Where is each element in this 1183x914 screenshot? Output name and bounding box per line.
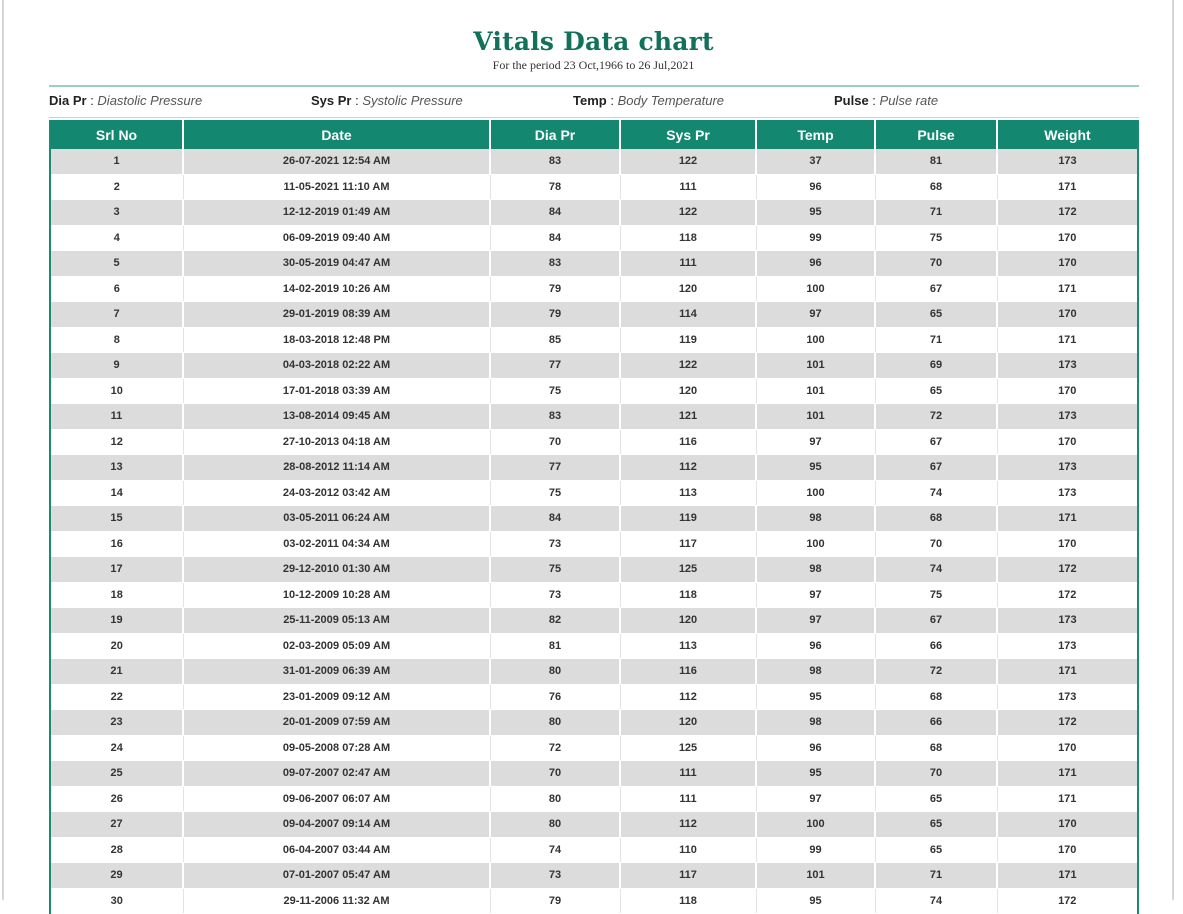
cell-date: 29-11-2006 11:32 AM — [183, 888, 490, 914]
cell-dia-pr: 83 — [490, 251, 620, 277]
cell-pulse: 75 — [875, 582, 997, 608]
cell-weight: 173 — [997, 633, 1137, 659]
cell-date: 10-12-2009 10:28 AM — [183, 582, 490, 608]
cell-temp: 97 — [756, 608, 875, 634]
cell-pulse: 65 — [875, 812, 997, 838]
cell-date: 09-05-2008 07:28 AM — [183, 735, 490, 761]
cell-weight: 171 — [997, 506, 1137, 532]
legend-desc: Body Temperature — [617, 93, 725, 108]
legend-desc: Systolic Pressure — [362, 93, 463, 108]
column-header-date: Date — [183, 121, 490, 150]
cell-sys-pr: 116 — [620, 429, 756, 455]
cell-sys-pr: 110 — [620, 837, 756, 863]
cell-dia-pr: 75 — [490, 480, 620, 506]
cell-pulse: 68 — [875, 506, 997, 532]
table-row — [51, 735, 1137, 761]
cell-date: 14-02-2019 10:26 AM — [183, 276, 490, 302]
cell-srl-no: 3 — [51, 200, 183, 226]
table-row — [51, 174, 1137, 200]
cell-srl-no: 6 — [51, 276, 183, 302]
cell-sys-pr: 117 — [620, 863, 756, 889]
table-row — [51, 710, 1137, 736]
cell-srl-no: 29 — [51, 863, 183, 889]
legend-divider-bottom — [49, 117, 1139, 118]
cell-weight: 171 — [997, 659, 1137, 685]
cell-sys-pr: 122 — [620, 353, 756, 379]
cell-srl-no: 22 — [51, 684, 183, 710]
cell-dia-pr: 77 — [490, 353, 620, 379]
cell-date: 31-01-2009 06:39 AM — [183, 659, 490, 685]
table-row — [51, 786, 1137, 812]
cell-sys-pr: 118 — [620, 582, 756, 608]
cell-date: 12-12-2019 01:49 AM — [183, 200, 490, 226]
cell-date: 26-07-2021 12:54 AM — [183, 149, 490, 174]
cell-pulse: 70 — [875, 531, 997, 557]
cell-sys-pr: 113 — [620, 480, 756, 506]
cell-temp: 95 — [756, 684, 875, 710]
cell-sys-pr: 121 — [620, 404, 756, 430]
table-row — [51, 276, 1137, 302]
table-row — [51, 200, 1137, 226]
cell-pulse: 74 — [875, 557, 997, 583]
cell-weight: 172 — [997, 557, 1137, 583]
table-row — [51, 225, 1137, 251]
cell-pulse: 69 — [875, 353, 997, 379]
cell-temp: 95 — [756, 200, 875, 226]
cell-temp: 98 — [756, 710, 875, 736]
cell-sys-pr: 119 — [620, 506, 756, 532]
cell-date: 25-11-2009 05:13 AM — [183, 608, 490, 634]
cell-sys-pr: 112 — [620, 812, 756, 838]
cell-dia-pr: 84 — [490, 200, 620, 226]
cell-srl-no: 15 — [51, 506, 183, 532]
cell-pulse: 67 — [875, 276, 997, 302]
cell-weight: 171 — [997, 761, 1137, 787]
cell-sys-pr: 117 — [620, 531, 756, 557]
cell-dia-pr: 83 — [490, 149, 620, 174]
cell-date: 29-01-2019 08:39 AM — [183, 302, 490, 328]
cell-date: 30-05-2019 04:47 AM — [183, 251, 490, 277]
cell-pulse: 65 — [875, 786, 997, 812]
cell-pulse: 81 — [875, 149, 997, 174]
cell-weight: 173 — [997, 480, 1137, 506]
legend-abbr: Temp — [573, 93, 607, 108]
cell-date: 18-03-2018 12:48 PM — [183, 327, 490, 353]
cell-sys-pr: 113 — [620, 633, 756, 659]
report-period: For the period 23 Oct,1966 to 26 Jul,2021 — [492, 58, 695, 72]
cell-dia-pr: 78 — [490, 174, 620, 200]
cell-dia-pr: 82 — [490, 608, 620, 634]
cell-dia-pr: 73 — [490, 863, 620, 889]
cell-dia-pr: 79 — [490, 302, 620, 328]
table-row — [51, 480, 1137, 506]
cell-sys-pr: 116 — [620, 659, 756, 685]
cell-srl-no: 14 — [51, 480, 183, 506]
table-row — [51, 455, 1137, 481]
cell-dia-pr: 73 — [490, 582, 620, 608]
cell-date: 06-09-2019 09:40 AM — [183, 225, 490, 251]
cell-srl-no: 24 — [51, 735, 183, 761]
cell-temp: 37 — [756, 149, 875, 174]
cell-sys-pr: 118 — [620, 888, 756, 914]
cell-pulse: 65 — [875, 302, 997, 328]
legend-item-dia-pr: Dia Pr : Diastolic Pressure — [49, 93, 203, 108]
cell-srl-no: 20 — [51, 633, 183, 659]
cell-srl-no: 17 — [51, 557, 183, 583]
legend-desc: Pulse rate — [879, 93, 939, 108]
vitals-table — [51, 120, 1137, 914]
cell-sys-pr: 119 — [620, 327, 756, 353]
cell-srl-no: 7 — [51, 302, 183, 328]
cell-date: 09-04-2007 09:14 AM — [183, 812, 490, 838]
cell-temp: 97 — [756, 302, 875, 328]
cell-temp: 100 — [756, 480, 875, 506]
cell-sys-pr: 114 — [620, 302, 756, 328]
cell-date: 29-12-2010 01:30 AM — [183, 557, 490, 583]
cell-weight: 173 — [997, 608, 1137, 634]
cell-weight: 170 — [997, 429, 1137, 455]
table-row — [51, 251, 1137, 277]
cell-srl-no: 10 — [51, 378, 183, 404]
cell-sys-pr: 125 — [620, 735, 756, 761]
legend-abbr: Pulse — [834, 93, 869, 108]
cell-dia-pr: 81 — [490, 633, 620, 659]
cell-dia-pr: 72 — [490, 735, 620, 761]
cell-date: 03-02-2011 04:34 AM — [183, 531, 490, 557]
legend-item-pulse: Pulse : Pulse rate — [834, 93, 939, 108]
cell-srl-no: 5 — [51, 251, 183, 277]
cell-weight: 170 — [997, 735, 1137, 761]
cell-weight: 173 — [997, 353, 1137, 379]
cell-date: 02-03-2009 05:09 AM — [183, 633, 490, 659]
cell-sys-pr: 122 — [620, 200, 756, 226]
cell-weight: 171 — [997, 276, 1137, 302]
cell-srl-no: 8 — [51, 327, 183, 353]
cell-temp: 96 — [756, 735, 875, 761]
cell-temp: 98 — [756, 506, 875, 532]
legend-divider-top — [49, 85, 1139, 87]
cell-sys-pr: 120 — [620, 608, 756, 634]
cell-pulse: 71 — [875, 863, 997, 889]
cell-date: 20-01-2009 07:59 AM — [183, 710, 490, 736]
table-row — [51, 149, 1137, 174]
cell-date: 09-06-2007 06:07 AM — [183, 786, 490, 812]
cell-weight: 170 — [997, 251, 1137, 277]
cell-pulse: 68 — [875, 684, 997, 710]
table-row — [51, 888, 1137, 914]
cell-date: 24-03-2012 03:42 AM — [183, 480, 490, 506]
table-row — [51, 429, 1137, 455]
cell-weight: 170 — [997, 531, 1137, 557]
cell-sys-pr: 111 — [620, 251, 756, 277]
cell-weight: 170 — [997, 812, 1137, 838]
cell-date: 27-10-2013 04:18 AM — [183, 429, 490, 455]
cell-sys-pr: 111 — [620, 786, 756, 812]
cell-srl-no: 28 — [51, 837, 183, 863]
cell-sys-pr: 125 — [620, 557, 756, 583]
cell-sys-pr: 111 — [620, 174, 756, 200]
cell-dia-pr: 80 — [490, 812, 620, 838]
cell-dia-pr: 76 — [490, 684, 620, 710]
report-page — [2, 0, 1174, 907]
cell-pulse: 70 — [875, 761, 997, 787]
cell-srl-no: 16 — [51, 531, 183, 557]
column-header-weight: Weight — [997, 121, 1137, 150]
cell-weight: 172 — [997, 200, 1137, 226]
table-row — [51, 557, 1137, 583]
cell-pulse: 67 — [875, 608, 997, 634]
legend-item-sys-pr: Sys Pr : Systolic Pressure — [311, 93, 463, 108]
table-row — [51, 837, 1137, 863]
cell-srl-no: 9 — [51, 353, 183, 379]
cell-temp: 95 — [756, 888, 875, 914]
table-row — [51, 812, 1137, 838]
cell-sys-pr: 120 — [620, 276, 756, 302]
cell-srl-no: 11 — [51, 404, 183, 430]
cell-temp: 99 — [756, 837, 875, 863]
cell-temp: 96 — [756, 633, 875, 659]
table-row — [51, 582, 1137, 608]
cell-pulse: 67 — [875, 455, 997, 481]
vitals-table-container — [49, 120, 1139, 914]
cell-temp: 101 — [756, 404, 875, 430]
cell-dia-pr: 80 — [490, 659, 620, 685]
table-body — [51, 149, 1137, 914]
legend-desc: Diastolic Pressure — [97, 93, 203, 108]
cell-weight: 171 — [997, 863, 1137, 889]
cell-date: 28-08-2012 11:14 AM — [183, 455, 490, 481]
cell-weight: 170 — [997, 837, 1137, 863]
cell-srl-no: 27 — [51, 812, 183, 838]
cell-temp: 97 — [756, 582, 875, 608]
table-row — [51, 608, 1137, 634]
cell-date: 09-07-2007 02:47 AM — [183, 761, 490, 787]
cell-temp: 96 — [756, 174, 875, 200]
cell-weight: 170 — [997, 225, 1137, 251]
cell-weight: 170 — [997, 302, 1137, 328]
cell-weight: 172 — [997, 888, 1137, 914]
cell-sys-pr: 112 — [620, 684, 756, 710]
cell-dia-pr: 85 — [490, 327, 620, 353]
cell-pulse: 74 — [875, 888, 997, 914]
cell-temp: 100 — [756, 531, 875, 557]
cell-date: 06-04-2007 03:44 AM — [183, 837, 490, 863]
cell-dia-pr: 79 — [490, 888, 620, 914]
cell-sys-pr: 112 — [620, 455, 756, 481]
cell-sys-pr: 118 — [620, 225, 756, 251]
cell-dia-pr: 77 — [490, 455, 620, 481]
cell-dia-pr: 73 — [490, 531, 620, 557]
cell-date: 03-05-2011 06:24 AM — [183, 506, 490, 532]
column-header-sys-pr: Sys Pr — [620, 121, 756, 150]
cell-dia-pr: 80 — [490, 710, 620, 736]
cell-dia-pr: 70 — [490, 429, 620, 455]
cell-srl-no: 21 — [51, 659, 183, 685]
abbreviation-legend — [49, 91, 1139, 111]
cell-sys-pr: 120 — [620, 710, 756, 736]
cell-weight: 173 — [997, 684, 1137, 710]
cell-srl-no: 2 — [51, 174, 183, 200]
cell-temp: 98 — [756, 557, 875, 583]
cell-pulse: 68 — [875, 735, 997, 761]
cell-date: 13-08-2014 09:45 AM — [183, 404, 490, 430]
table-row — [51, 684, 1137, 710]
cell-dia-pr: 74 — [490, 837, 620, 863]
cell-dia-pr: 75 — [490, 557, 620, 583]
cell-pulse: 72 — [875, 404, 997, 430]
cell-temp: 98 — [756, 659, 875, 685]
cell-srl-no: 26 — [51, 786, 183, 812]
cell-weight: 171 — [997, 786, 1137, 812]
cell-dia-pr: 75 — [490, 378, 620, 404]
header-row — [51, 121, 1137, 150]
cell-weight: 173 — [997, 455, 1137, 481]
cell-srl-no: 30 — [51, 888, 183, 914]
cell-dia-pr: 84 — [490, 506, 620, 532]
report-title: Vitals Data chart — [473, 27, 714, 56]
table-row — [51, 659, 1137, 685]
cell-weight: 172 — [997, 582, 1137, 608]
table-row — [51, 506, 1137, 532]
cell-sys-pr: 120 — [620, 378, 756, 404]
cell-date: 17-01-2018 03:39 AM — [183, 378, 490, 404]
cell-pulse: 68 — [875, 174, 997, 200]
cell-weight: 170 — [997, 378, 1137, 404]
column-header-pulse: Pulse — [875, 121, 997, 150]
table-row — [51, 531, 1137, 557]
cell-pulse: 72 — [875, 659, 997, 685]
table-row — [51, 327, 1137, 353]
cell-pulse: 71 — [875, 327, 997, 353]
cell-sys-pr: 111 — [620, 761, 756, 787]
table-row — [51, 761, 1137, 787]
cell-temp: 95 — [756, 455, 875, 481]
column-header-dia-pr: Dia Pr — [490, 121, 620, 150]
cell-dia-pr: 83 — [490, 404, 620, 430]
cell-pulse: 70 — [875, 251, 997, 277]
table-row — [51, 633, 1137, 659]
table-row — [51, 378, 1137, 404]
cell-date: 04-03-2018 02:22 AM — [183, 353, 490, 379]
legend-abbr: Sys Pr — [311, 93, 352, 108]
cell-srl-no: 13 — [51, 455, 183, 481]
cell-srl-no: 25 — [51, 761, 183, 787]
cell-temp: 101 — [756, 353, 875, 379]
cell-srl-no: 23 — [51, 710, 183, 736]
cell-pulse: 66 — [875, 633, 997, 659]
cell-temp: 101 — [756, 378, 875, 404]
cell-temp: 99 — [756, 225, 875, 251]
table-row — [51, 863, 1137, 889]
cell-temp: 97 — [756, 429, 875, 455]
cell-sys-pr: 122 — [620, 149, 756, 174]
cell-srl-no: 4 — [51, 225, 183, 251]
cell-weight: 171 — [997, 174, 1137, 200]
cell-weight: 173 — [997, 404, 1137, 430]
cell-temp: 100 — [756, 327, 875, 353]
cell-pulse: 67 — [875, 429, 997, 455]
table-row — [51, 302, 1137, 328]
cell-temp: 100 — [756, 812, 875, 838]
cell-pulse: 75 — [875, 225, 997, 251]
cell-srl-no: 19 — [51, 608, 183, 634]
cell-pulse: 65 — [875, 378, 997, 404]
cell-pulse: 74 — [875, 480, 997, 506]
cell-pulse: 71 — [875, 200, 997, 226]
cell-date: 23-01-2009 09:12 AM — [183, 684, 490, 710]
table-row — [51, 404, 1137, 430]
table-row — [51, 353, 1137, 379]
cell-srl-no: 18 — [51, 582, 183, 608]
cell-dia-pr: 84 — [490, 225, 620, 251]
cell-temp: 101 — [756, 863, 875, 889]
column-header-temp: Temp — [756, 121, 875, 150]
cell-date: 11-05-2021 11:10 AM — [183, 174, 490, 200]
legend-abbr: Dia Pr — [49, 93, 87, 108]
cell-srl-no: 12 — [51, 429, 183, 455]
cell-date: 07-01-2007 05:47 AM — [183, 863, 490, 889]
cell-weight: 172 — [997, 710, 1137, 736]
cell-dia-pr: 70 — [490, 761, 620, 787]
cell-pulse: 66 — [875, 710, 997, 736]
cell-srl-no: 1 — [51, 149, 183, 174]
table-header — [51, 121, 1137, 150]
cell-weight: 173 — [997, 149, 1137, 174]
cell-temp: 97 — [756, 786, 875, 812]
cell-temp: 96 — [756, 251, 875, 277]
cell-dia-pr: 80 — [490, 786, 620, 812]
cell-dia-pr: 79 — [490, 276, 620, 302]
cell-weight: 171 — [997, 327, 1137, 353]
column-header-srl-no: Srl No — [51, 121, 183, 150]
cell-pulse: 65 — [875, 837, 997, 863]
cell-temp: 95 — [756, 761, 875, 787]
cell-temp: 100 — [756, 276, 875, 302]
legend-item-temp: Temp : Body Temperature — [573, 93, 725, 108]
